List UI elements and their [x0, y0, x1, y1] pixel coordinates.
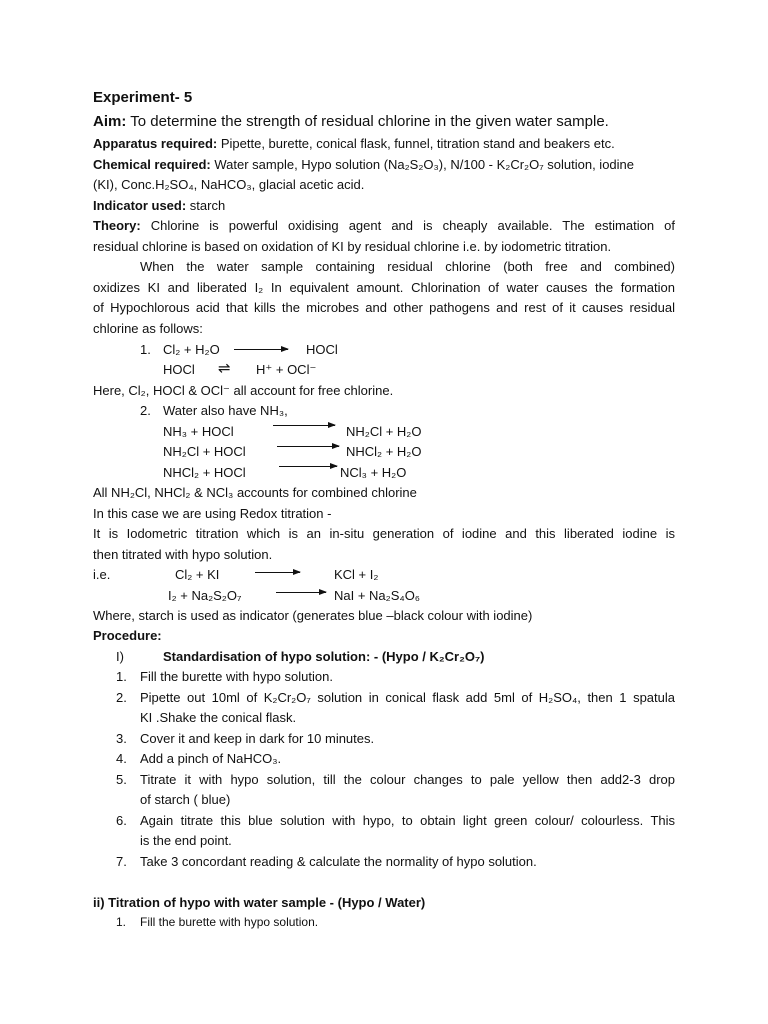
procedure-part2-title: ii) Titration of hypo with water sample - (Hypo / Water) [93, 895, 426, 910]
step-text: Fill the burette with hypo solution. [140, 669, 333, 684]
step-text: is the end point. [140, 833, 232, 848]
theory-line-1: Theory: Chlorine is powerful oxidising agent and is cheaply available. The estimation of [93, 218, 675, 233]
aim-text: To determine the strength of residual chlorine in the given water sample. [126, 113, 609, 130]
reaction-arrow-icon [273, 425, 335, 426]
free-chlorine-line: Here, Cl₂, HOCl & OCl⁻ all account for free chlorine. [93, 383, 394, 398]
redox-line: In this case we are using Redox titration - [93, 506, 332, 521]
ammonia-reaction-2-right: NHCl₂ + H₂O [346, 444, 422, 459]
ammonia-reaction-1-right: NH₂Cl + H₂O [346, 424, 422, 439]
step-text: Pipette out 10ml of K₂Cr₂O₇ solution in conical flask add 5ml of H₂SO₄, then 1 spatula [140, 690, 675, 705]
chemical-label: Chemical required: [93, 157, 211, 172]
equilibrium-icon: ⇌ [218, 360, 231, 377]
reaction-number-2: 2. [140, 403, 151, 418]
reaction-arrow-icon [276, 592, 326, 593]
step-text: Again titrate this blue solution with hypo, to obtain light green colour/ colourless. This [140, 813, 675, 828]
chemical-text-1: Water sample, Hypo solution (Na₂S₂O₃), N/100 - K₂Cr₂O₇ solution, iodine [210, 157, 635, 172]
experiment-title: Experiment- 5 [93, 89, 193, 106]
aim-line [93, 114, 609, 130]
theory-para2-line-3: of Hypochlorous acid that kills the microbes and other pathogens and rest of it causes residual [93, 300, 675, 315]
theory-para2-line-2: oxidizes KI and liberated I₂ In equivalent amount. Chlorination of water causes the formation [93, 280, 675, 295]
apparatus-line [93, 136, 615, 152]
chemical-line [93, 157, 634, 173]
step-number: 6. [116, 813, 127, 828]
iodometric-line-2: then titrated with hypo solution. [93, 547, 273, 562]
ammonia-reaction-2-left: NH₂Cl + HOCl [163, 444, 246, 459]
ie-reaction-1-right: KCl + I₂ [334, 567, 379, 582]
theory-para2-line-4: chlorine as follows: [93, 321, 203, 336]
ammonia-reaction-3-right: NCl₃ + H₂O [340, 465, 407, 480]
reaction-1-right: HOCl [306, 342, 338, 357]
iodometric-line-1: It is Iodometric titration which is an in-situ generation of iodine and this liberated iodine is [93, 526, 675, 541]
ie-label: i.e. [93, 567, 111, 582]
reaction-2-right: H⁺ + OCl⁻ [256, 362, 317, 377]
step-number: 7. [116, 854, 127, 869]
combined-chlorine-line: All NH₂Cl, NHCl₂ & NCl₃ accounts for combined chlorine [93, 485, 417, 500]
step-text: Take 3 concordant reading & calculate the normality of hypo solution. [140, 854, 537, 869]
procedure-part1-title: Standardisation of hypo solution: - (Hypo / K₂Cr₂O₇) [163, 649, 485, 664]
reaction-arrow-icon [277, 446, 339, 447]
ammonia-reaction-1-left: NH₃ + HOCl [163, 424, 234, 439]
apparatus-text: Pipette, burette, conical flask, funnel, titration stand and beakers etc. [217, 136, 615, 151]
theory-para2-line-1: When the water sample containing residual chlorine (both free and combined) [140, 259, 675, 274]
indicator-label: Indicator used: [93, 198, 187, 213]
apparatus-label: Apparatus required: [93, 136, 218, 151]
reaction-arrow-icon [255, 572, 300, 573]
chemical-text-2: (KI), Conc.H₂SO₄, NaHCO₃, glacial acetic acid. [93, 177, 365, 192]
step-text: KI .Shake the conical flask. [140, 710, 297, 725]
ammonia-intro: Water also have NH₃, [163, 403, 288, 418]
indicator-line [93, 198, 225, 214]
part2-step-number: 1. [116, 915, 127, 929]
step-number: 2. [116, 690, 127, 705]
reaction-2-left: HOCl [163, 362, 195, 377]
step-text: Titrate it with hypo solution, till the colour changes to pale yellow then add2-3 drop [140, 772, 675, 787]
part2-step-text: Fill the burette with hypo solution. [140, 915, 319, 929]
reaction-1-left: Cl₂ + H₂O [163, 342, 220, 357]
reaction-arrow-icon [279, 466, 337, 467]
step-number: 5. [116, 772, 127, 787]
theory-line-2: residual chlorine is based on oxidation of KI by residual chlorine i.e. by iodometric titration. [93, 239, 612, 254]
reaction-number-1: 1. [140, 342, 151, 357]
step-number: 3. [116, 731, 127, 746]
reaction-arrow-icon [234, 349, 288, 350]
aim-label: Aim: [93, 113, 127, 130]
ie-reaction-2-right: NaI + Na₂S₄O₆ [334, 588, 421, 603]
step-text: Cover it and keep in dark for 10 minutes. [140, 731, 375, 746]
ammonia-reaction-3-left: NHCl₂ + HOCl [163, 465, 246, 480]
step-number: 1. [116, 669, 127, 684]
procedure-label: Procedure: [93, 628, 162, 643]
step-text: Add a pinch of NaHCO₃. [140, 751, 282, 766]
starch-note: Where, starch is used as indicator (generates blue –black colour with iodine) [93, 608, 533, 623]
step-text: of starch ( blue) [140, 792, 231, 807]
procedure-part1-number: I) [116, 649, 124, 664]
theory-label: Theory: [93, 218, 141, 233]
ie-reaction-1-left: Cl₂ + KI [175, 567, 220, 582]
indicator-text: starch [186, 198, 226, 213]
ie-reaction-2-left: I₂ + Na₂S₂O₇ [168, 588, 242, 603]
step-number: 4. [116, 751, 127, 766]
